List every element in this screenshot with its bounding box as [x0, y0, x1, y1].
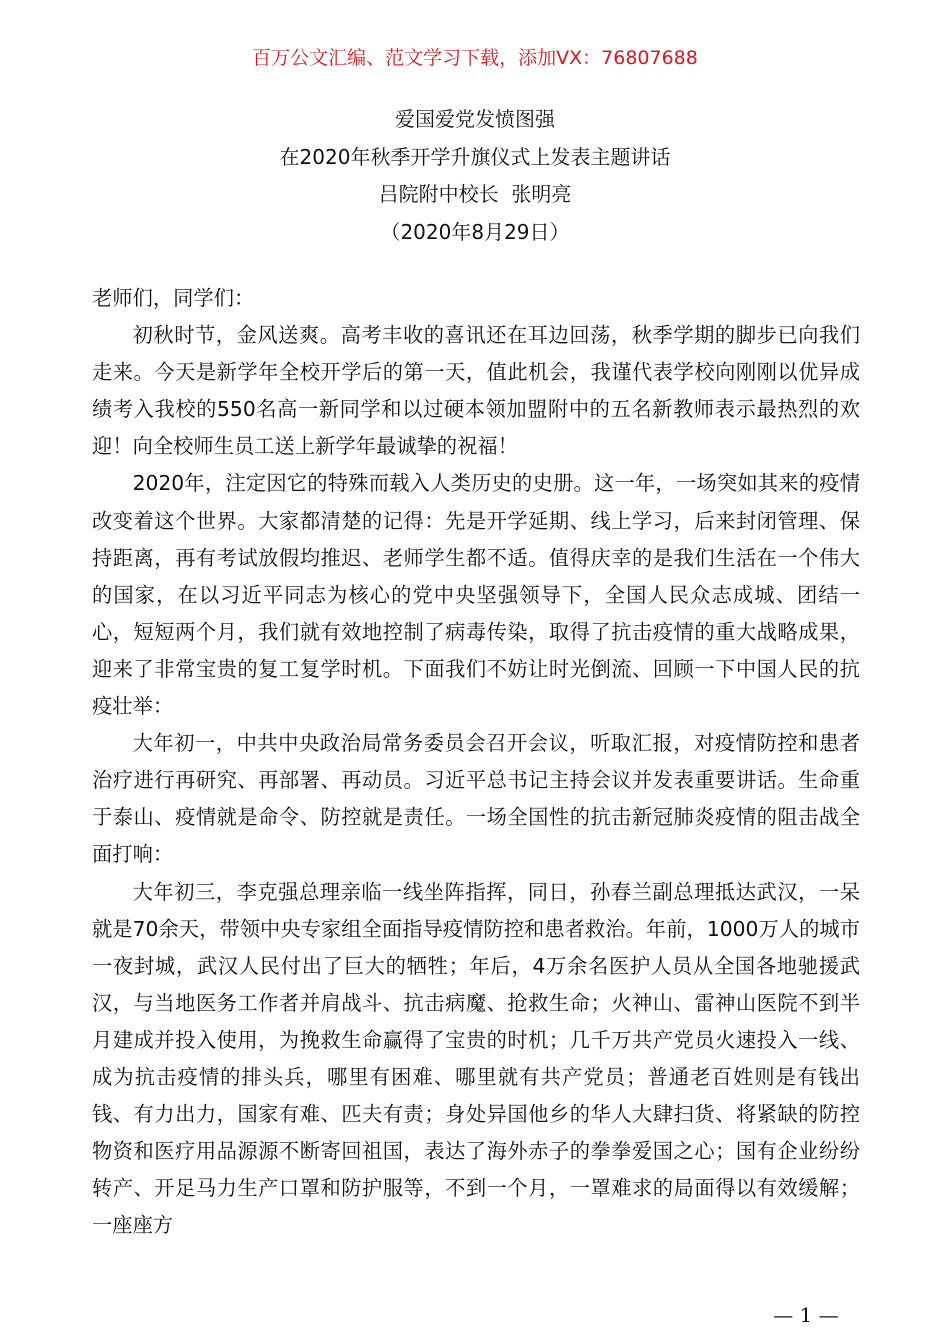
- page-number: — 1 —: [773, 1303, 839, 1327]
- salutation: 老师们，同学们：: [92, 286, 255, 310]
- speech-body: [92, 280, 860, 1244]
- paragraph-1: 初秋时节，金风送爽。高考丰收的喜讯还在耳边回荡，秋季学期的脚步已向我们走来。今天是新学年全校开学后的第一天，值此机会，我谨代表学校向刚刚以优异成绩考入我校的550名高一新同学和以过硬本领加盟附中的五名新教师表示最热烈的欢迎！向全校师生员工送上新学年最诚挚的祝福！: [92, 323, 860, 459]
- paragraph-3: 大年初一，中共中央政治局常务委员会召开会议，听取汇报，对疫情防控和患者治疗进行再研究、再部署、再动员。习近平总书记主持会议并发表重要讲话。生命重于泰山、疫情就是命令、防控就是责任。一场全国性的抗击新冠肺炎疫情的阻击战全面打响：: [92, 731, 860, 867]
- promo-banner: 百万公文汇编、范文学习下载，添加VX：76807688: [252, 47, 698, 69]
- paragraph-2: 2020年，注定因它的特殊而载入人类历史的史册。这一年，一场突如其来的疫情改变着这个世界。大家都清楚的记得：先是开学延期、线上学习，后来封闭管理、保持距离，再有考试放假均推迟、老师学生都不适。值得庆幸的是我们生活在一个伟大的国家，在以习近平同志为核心的党中央坚强领导下，全国人民众志成城、团结一心，短短两个月，我们就有效地控制了病毒传染，取得了抗击疫情的重大战略成果，迎来了非常宝贵的复工复学时机。下面我们不妨让时光倒流、回顾一下中国人民的抗疫壮举：: [92, 471, 860, 719]
- paragraph-4: 大年初三，李克强总理亲临一线坐阵指挥，同日，孙春兰副总理抵达武汉，一呆就是70余天，带领中央专家组全面指导疫情防控和患者救治。年前，1000万人的城市一夜封城，武汉人民付出了巨大的牺牲；年后，4万余名医护人员从全国各地驰援武汉，与当地医务工作者并肩战斗、抗击病魔、抢救生命；火神山、雷神山医院不到半月建成并投入使用，为挽救生命赢得了宝贵的时机；几千万共产党员火速投入一线、成为抗击疫情的排头兵，哪里有困难、哪里就有共产党员；普通老百姓则是有钱出钱、有力出力，国家有难、匹夫有责；身处异国他乡的华人大肆扫货、将紧缺的防控物资和医疗用品源源不断寄回祖国，表达了海外赤子的拳拳爱国之心；国有企业纷纷转产、开足马力生产口罩和防护服等，不到一个月，一罩难求的局面得以有效缓解；一座座方: [92, 879, 860, 1238]
- speech-subtitle: 在2020年秋季开学升旗仪式上发表主题讲话: [279, 144, 671, 169]
- speech-title: 爱国爱党发愤图强: [395, 107, 555, 131]
- speech-date: （2020年8月29日）: [380, 219, 570, 244]
- speaker-line: 吕院附中校长 张明亮: [378, 182, 572, 206]
- title-block: [0, 101, 950, 251]
